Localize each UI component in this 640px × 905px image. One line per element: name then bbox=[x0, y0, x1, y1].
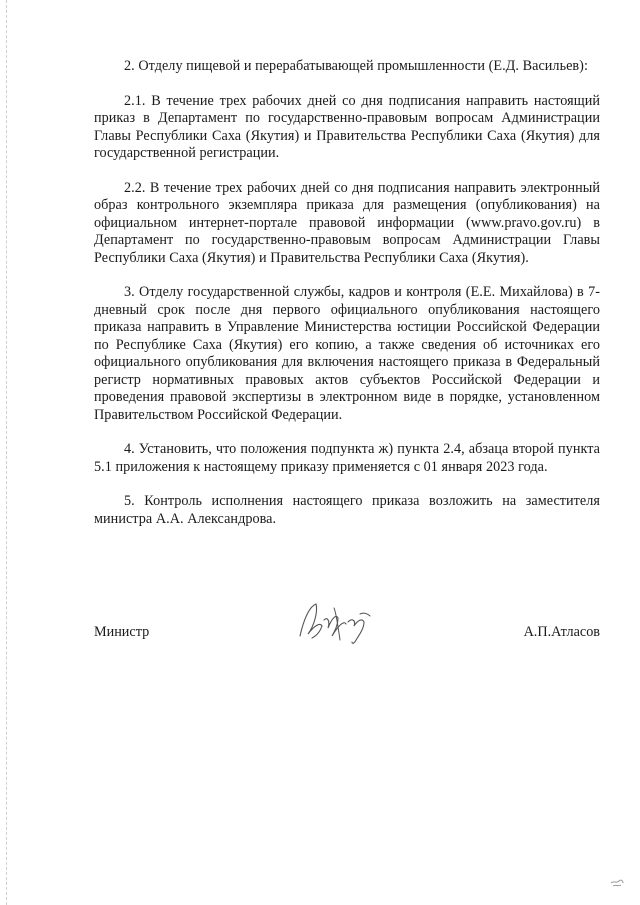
scan-edge-line bbox=[6, 0, 7, 905]
paragraph-5: 5. Контроль исполнения настоящего приказа возложить на заместителя министра А.А. Александрова. bbox=[94, 493, 600, 527]
paragraph-2-2: 2.2. В течение трех рабочих дней со дня подписания направить электронный образ контрольного экземпляра приказа для размещения (опубликования) на официальном интернет-портале правовой информации (www.pravo.gov.ru) в Департамент по государственно-правовым вопросам Администрации Главы Республики Саха (Якутия) и Правительства Республики Саха (Якутия). bbox=[94, 179, 600, 266]
signatory-name: А.П.Атласов bbox=[523, 624, 600, 640]
document-body bbox=[94, 58, 600, 545]
handwritten-signature-icon bbox=[294, 596, 376, 648]
paragraph-2-1: 2.1. В течение трех рабочих дней со дня подписания направить настоящий приказ в Департамент по государственно-правовым вопросам Администрации Главы Республики Саха (Якутия) и Правительства Республики Саха (Якутия) для государственной регистрации. bbox=[94, 92, 600, 161]
page-corner-mark-icon bbox=[608, 871, 626, 889]
signatory-title: Министр bbox=[94, 624, 150, 640]
paragraph-4: 4. Установить, что положения подпункта ж) пункта 2.4, абзаца второй пункта 5.1 приложения к настоящему приказу применяется с 01 января 2023 года. bbox=[94, 441, 600, 475]
paragraph-2: 2. Отделу пищевой и перерабатывающей промышленности (Е.Д. Васильев): bbox=[124, 58, 588, 74]
signature-block bbox=[94, 610, 600, 654]
paragraph-3: 3. Отделу государственной службы, кадров и контроля (Е.Е. Михайлова) в 7-дневный срок после дня первого официального опубликования настоящего приказа направить в Управление Министерства юстиции Российской Федерации по Республике Саха (Якутия) его копию, а также сведения об источниках его официального опубликования для включения настоящего приказа в Федеральный регистр нормативных правовых актов субъектов Российской Федерации и проведения правовой экспертизы в электронном виде в порядке, установленном Правительством Российской Федерации. bbox=[94, 284, 600, 423]
